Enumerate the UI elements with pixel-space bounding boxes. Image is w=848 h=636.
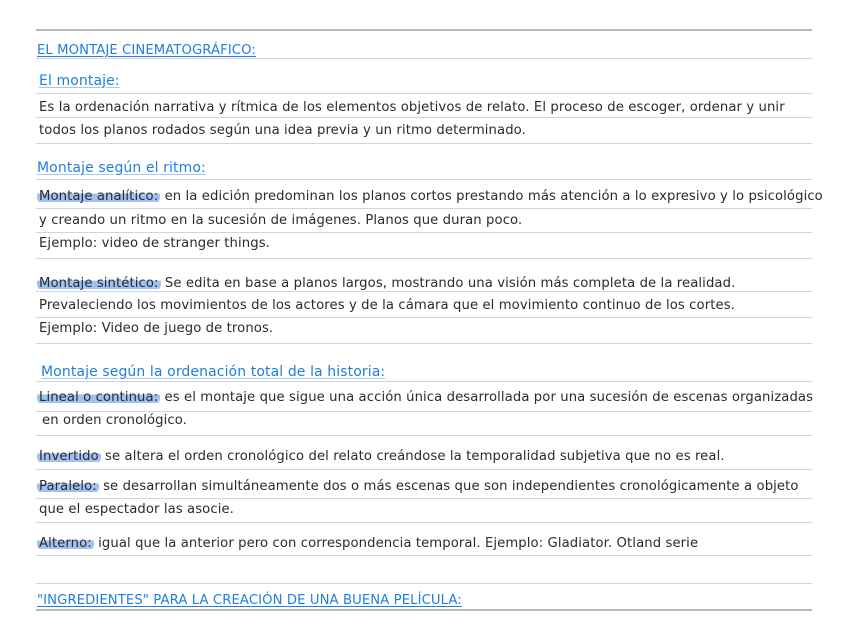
definition-text: es el montaje que sigue una acción única desarrollada por una sucesión de escenas organizadas bbox=[160, 390, 814, 405]
ruled-line bbox=[36, 609, 812, 611]
paragraph-line: Es la ordenación narrativa y rítmica de los elementos objetivos de relato. El proceso de escoger, ordenar y unir bbox=[39, 100, 785, 115]
section-title-ingredientes: "INGREDIENTES" PARA LA CREACIÓN DE UNA BUENA PELÍCULA: bbox=[37, 593, 462, 608]
definition-analitico bbox=[39, 189, 823, 204]
paragraph-line: todos los planos rodados según una idea previa y un ritmo determinado. bbox=[39, 123, 526, 138]
ruled-line bbox=[36, 143, 812, 144]
ruled-line bbox=[36, 317, 812, 318]
definition-text: en la edición predominan los planos cortos prestando más atención a lo expresivo y lo psicológico bbox=[160, 189, 823, 204]
term-highlight: Paralelo: bbox=[39, 479, 97, 494]
section-heading-ritmo: Montaje según el ritmo: bbox=[37, 160, 206, 176]
ruled-line bbox=[36, 522, 812, 523]
example-line: Ejemplo: Video de juego de tronos. bbox=[39, 321, 274, 336]
definition-invertido bbox=[39, 449, 725, 464]
ruled-line bbox=[36, 29, 812, 31]
definition-lineal bbox=[39, 390, 813, 405]
ruled-line bbox=[36, 381, 812, 382]
term-highlight: Alterno: bbox=[39, 536, 92, 551]
definition-text: se desarrollan simultáneamente dos o más escenas que son independientes cronológicamente a objeto bbox=[98, 479, 799, 494]
term-highlight: Montaje sintético: bbox=[39, 276, 159, 291]
definition-alterno bbox=[39, 536, 698, 551]
ruled-line bbox=[36, 258, 812, 259]
definition-text: se altera el orden cronológico del relato creándose la temporalidad subjetiva que no es real. bbox=[100, 449, 725, 464]
example-line: Ejemplo: video de stranger things. bbox=[39, 236, 270, 251]
ruled-line bbox=[36, 343, 812, 344]
section-heading-montaje: El montaje: bbox=[39, 73, 120, 89]
ruled-line bbox=[36, 291, 812, 292]
ruled-line bbox=[36, 435, 812, 436]
ruled-line bbox=[36, 411, 812, 412]
ruled-line bbox=[36, 498, 812, 499]
definition-text: Se edita en base a planos largos, mostrando una visión más completa de la realidad. bbox=[160, 276, 736, 291]
term-highlight: Lineal o continua: bbox=[39, 390, 159, 405]
paragraph-line: y creando un ritmo en la sucesión de imágenes. Planos que duran poco. bbox=[39, 213, 523, 228]
definition-sintetico bbox=[39, 276, 735, 291]
ruled-line bbox=[36, 58, 812, 59]
paragraph-line: en orden cronológico. bbox=[42, 413, 187, 428]
ruled-line bbox=[36, 555, 812, 556]
ruled-line bbox=[36, 208, 812, 209]
paragraph-line: que el espectador las asocie. bbox=[39, 502, 234, 517]
paragraph-line: Prevaleciendo los movimientos de los actores y de la cámara que el movimiento continuo de los cortes. bbox=[39, 298, 735, 313]
definition-text: igual que la anterior pero con correspondencia temporal. Ejemplo: Gladiator. Otland serie bbox=[93, 536, 699, 551]
ruled-line bbox=[36, 117, 812, 118]
ruled-line bbox=[36, 232, 812, 233]
term-highlight: Montaje analítico: bbox=[39, 189, 159, 204]
ruled-line bbox=[36, 179, 812, 180]
ruled-line bbox=[36, 93, 812, 94]
term-highlight: Invertido bbox=[39, 449, 99, 464]
page-title: EL MONTAJE CINEMATOGRÁFICO: bbox=[37, 43, 256, 58]
definition-paralelo bbox=[39, 479, 799, 494]
ruled-line bbox=[36, 469, 812, 470]
section-heading-ordenacion: Montaje según la ordenación total de la historia: bbox=[41, 364, 386, 380]
ruled-line bbox=[36, 583, 812, 584]
